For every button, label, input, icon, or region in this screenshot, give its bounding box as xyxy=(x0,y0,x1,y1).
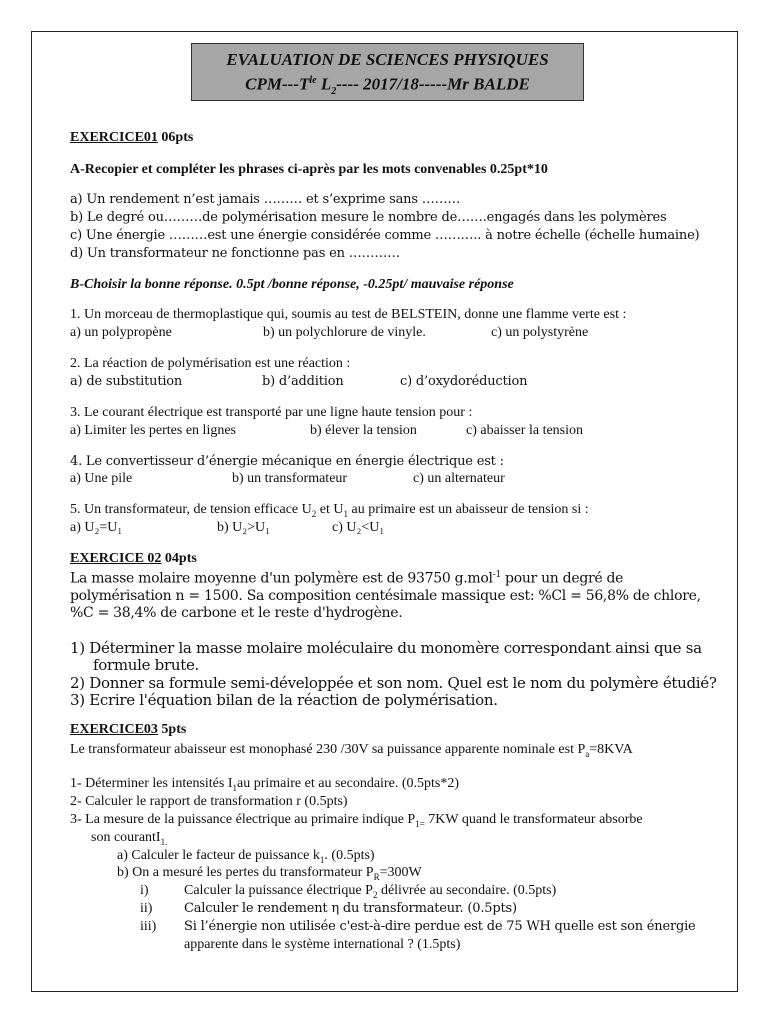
ex1-q2-option-a: a) de substitution xyxy=(70,374,183,389)
ex1-q3-option-b: b) élever la tension xyxy=(310,423,417,438)
ex2-intro-line-3: %C = 38,4% de carbone et le reste d'hydrogène. xyxy=(70,605,403,621)
ex2-question-3: 3) Ecrire l'équation bilan de la réaction de polymérisation. xyxy=(70,691,498,709)
ex3-heading: EXERCICE03 5pts xyxy=(70,722,187,737)
ex1-partB-title: B-Choisir la bonne réponse. 0.5pt /bonne réponse, -0.25pt/ mauvaise réponse xyxy=(70,277,514,292)
ex3-intro: Le transformateur abaisseur est monophasé 230 /30V sa puissance apparente nominale est $P_a=8KVA$ xyxy=(70,742,633,759)
ex1-a-line-a: a) Un rendement n’est jamais ……… et s’exprime sans ……… xyxy=(70,192,461,207)
ex1-q3-option-a: a) Limiter les pertes en lignes xyxy=(70,423,236,438)
ex1-q2-option-c: c) d’oxydoréduction xyxy=(400,374,528,389)
ex3-line-2: 2- Calculer le rapport de transformation r (0.5pts) xyxy=(70,794,348,809)
title-box xyxy=(191,43,584,101)
ex1-q2-option-b: b) d’addition xyxy=(262,374,344,389)
ex1-q4-option-b: b) un transformateur xyxy=(232,471,348,486)
ex1-q4: 4. Le convertisseur d’énergie mécanique en énergie électrique est : xyxy=(70,454,504,469)
ex3-item-ii-number: ii) xyxy=(140,901,153,916)
ex1-q5-option-c: c) U₂<U₁ xyxy=(332,520,385,535)
ex1-q1-option-c: c) un polystyrène xyxy=(491,325,589,340)
ex1-a-line-c: c) Une énergie ………est une énergie considérée comme ……….. à notre échelle (échelle humaine) xyxy=(70,228,700,243)
ex1-partA-title: A-Recopier et compléter les phrases ci-après par les mots convenables 0.25pt*10 xyxy=(70,162,548,177)
ex3-item-ii: Calculer le rendement η du transformateur. (0.5pts) xyxy=(184,901,517,916)
ex3-item-i: Calculer la puissance électrique $P_2$ délivrée au secondaire. (0.5pts) xyxy=(184,883,557,900)
ex2-intro-line-2: polymérisation n = 1500. Sa composition centésimale massique est: %Cl = 56,8% de chlore, xyxy=(70,588,701,604)
ex1-a-line-b: b) Le degré ou………de polymérisation mesure le nombre de…….engagés dans les polymères xyxy=(70,210,667,225)
ex1-a-line-d: d) Un transformateur ne fonctionne pas en ………… xyxy=(70,246,400,261)
ex1-q3: 3. Le courant électrique est transporté par une ligne haute tension pour : xyxy=(70,405,473,420)
ex3-line-3: 3- La mesure de la puissance électrique au primaire indique $P_{1=}$ 7KW quand le transformateur absorbe xyxy=(70,812,643,829)
ex1-q1-option-b: b) un polychlorure de vinyle. xyxy=(263,325,426,340)
ex2-question-2: 2) Donner sa formule semi-développée et son nom. Quel est le nom du polymère étudié? xyxy=(70,674,717,692)
ex1-q3-option-c: c) abaisser la tension xyxy=(466,423,584,438)
title-line-2: CPM-$--T^{le}$ $L_2----$ 2017/18-----Mr BALDE xyxy=(245,74,530,98)
ex2-question-1-cont: formule brute. xyxy=(93,656,199,674)
ex3-item-iii: Si l’énergie non utilisée c'est-à-dire perdue est de 75 WH quelle est son énergie xyxy=(184,919,696,934)
ex2-intro-line-1: La masse molaire moyenne d'un polymère est de 93750 g.mol$^{-1}$ pour un degré de xyxy=(70,570,624,587)
ex3-line-a: a) Calculer le facteur de puissance $k_1$. (0.5pts) xyxy=(117,848,375,865)
ex1-q4-option-a: a) Une pile xyxy=(70,471,133,486)
ex3-item-i-number: i) xyxy=(140,883,149,898)
ex2-heading: EXERCICE 02 04pts xyxy=(70,551,197,566)
title-line-1: EVALUATION DE SCIENCES PHYSIQUES xyxy=(226,50,549,69)
ex1-q1-option-a: a) un polypropène xyxy=(70,325,172,340)
ex3-item-iii-cont: apparente dans le système international ? (1.5pts) xyxy=(184,937,461,952)
ex1-q5: 5. Un transformateur, de tension efficace $U_2$ et $U_1$ au primaire est un abaisseur de tension si : xyxy=(70,502,589,519)
ex3-item-iii-number: iii) xyxy=(140,919,157,934)
ex3-line-b: b) On a mesuré les pertes du transformateur $P_R=300W$ xyxy=(117,865,422,882)
ex2-question-1: 1) Déterminer la masse molaire moléculaire du monomère correspondant ainsi que sa xyxy=(70,639,702,657)
ex1-q2: 2. La réaction de polymérisation est une réaction : xyxy=(70,356,351,371)
ex1-heading: EXERCICE01 06pts xyxy=(70,130,194,145)
ex1-q5-option-a: a) U₂=U₁ xyxy=(70,520,123,535)
ex1-q1: 1. Un morceau de thermoplastique qui, soumis au test de BELSTEIN, donne une flamme verte est : xyxy=(70,307,627,322)
ex1-q5-option-b: b) U₂>U₁ xyxy=(217,520,271,535)
ex3-line-3-cont: son courantI$_{1.}$ xyxy=(91,830,168,847)
ex1-q4-option-c: c) un alternateur xyxy=(413,471,505,486)
ex3-line-1: 1- Déterminer les intensités $I_1au$ primaire et au secondaire. (0.5pts*2) xyxy=(70,776,459,793)
